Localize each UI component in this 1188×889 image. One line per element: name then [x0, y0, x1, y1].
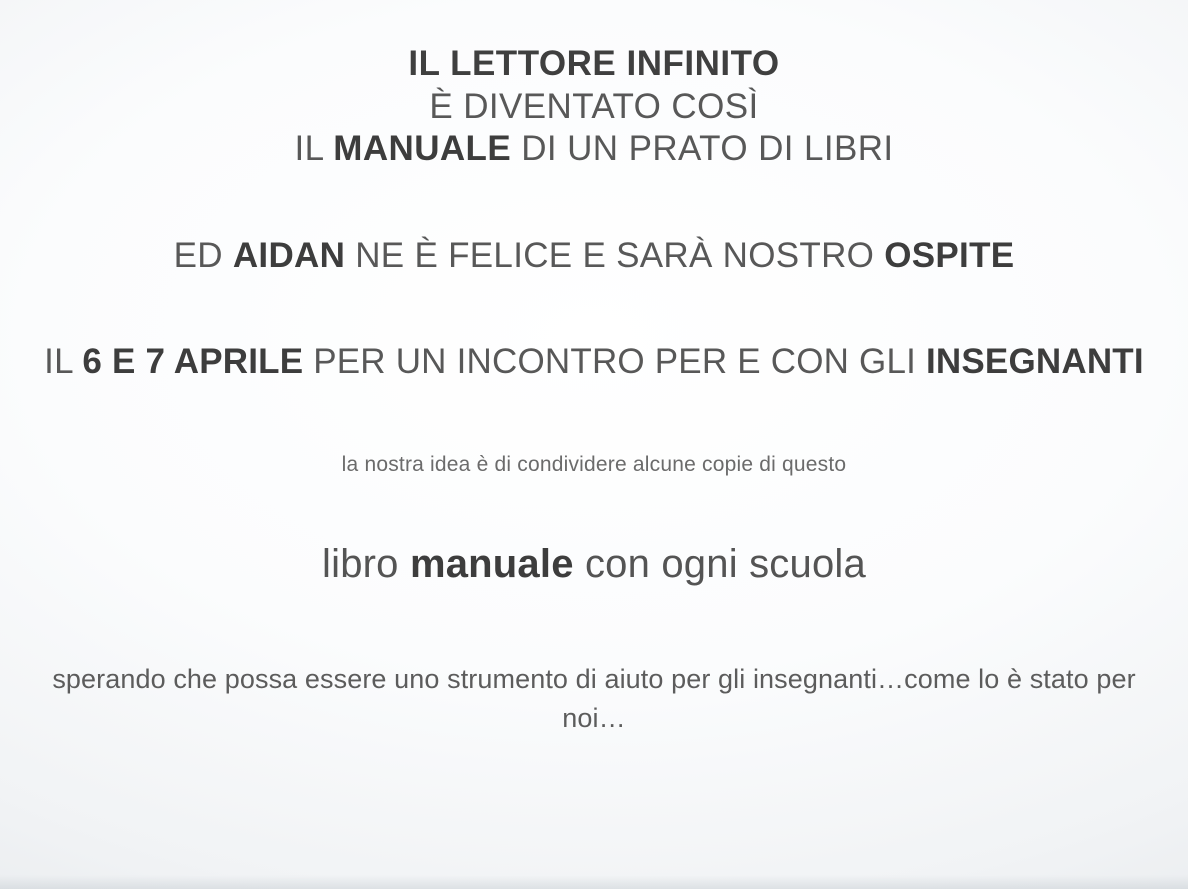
headline-line-2: È DIVENTATO COSÌ: [429, 86, 759, 126]
headline-line-3-bold: MANUALE: [333, 129, 512, 169]
guest-line-pre: ED: [173, 235, 233, 275]
guest-name: AIDAN: [232, 235, 346, 275]
idea-line: la nostra idea è di condividere alcune copie di questo: [341, 452, 847, 476]
headline-line-3: [0, 129, 1188, 170]
title-block: [0, 44, 1188, 170]
libro-line-post: con ogni scuola: [573, 542, 866, 587]
libro-line: [0, 541, 1188, 587]
date-line: [0, 342, 1188, 383]
headline-line-1: IL LETTORE INFINITO: [408, 44, 780, 83]
guest-line-mid: NE È FELICE E SARÀ NOSTRO: [345, 235, 885, 275]
date-value: 6 E 7 APRILE: [82, 342, 304, 382]
libro-line-pre: libro: [322, 542, 410, 587]
date-line-mid: PER UN INCONTRO PER E CON GLI: [303, 342, 926, 382]
guest-role: OSPITE: [884, 235, 1015, 275]
closing-line: sperando che possa essere uno strumento di aiuto per gli insegnanti…come lo è stato per noi…: [52, 663, 1136, 733]
date-line-pre: IL: [44, 342, 83, 382]
libro-line-bold: manuale: [409, 542, 574, 587]
headline-line-3-pre: IL: [294, 129, 334, 169]
headline-line-3-post: DI UN PRATO DI LIBRI: [511, 129, 894, 169]
guest-line: [0, 236, 1188, 277]
audience-label: INSEGNANTI: [925, 342, 1144, 382]
